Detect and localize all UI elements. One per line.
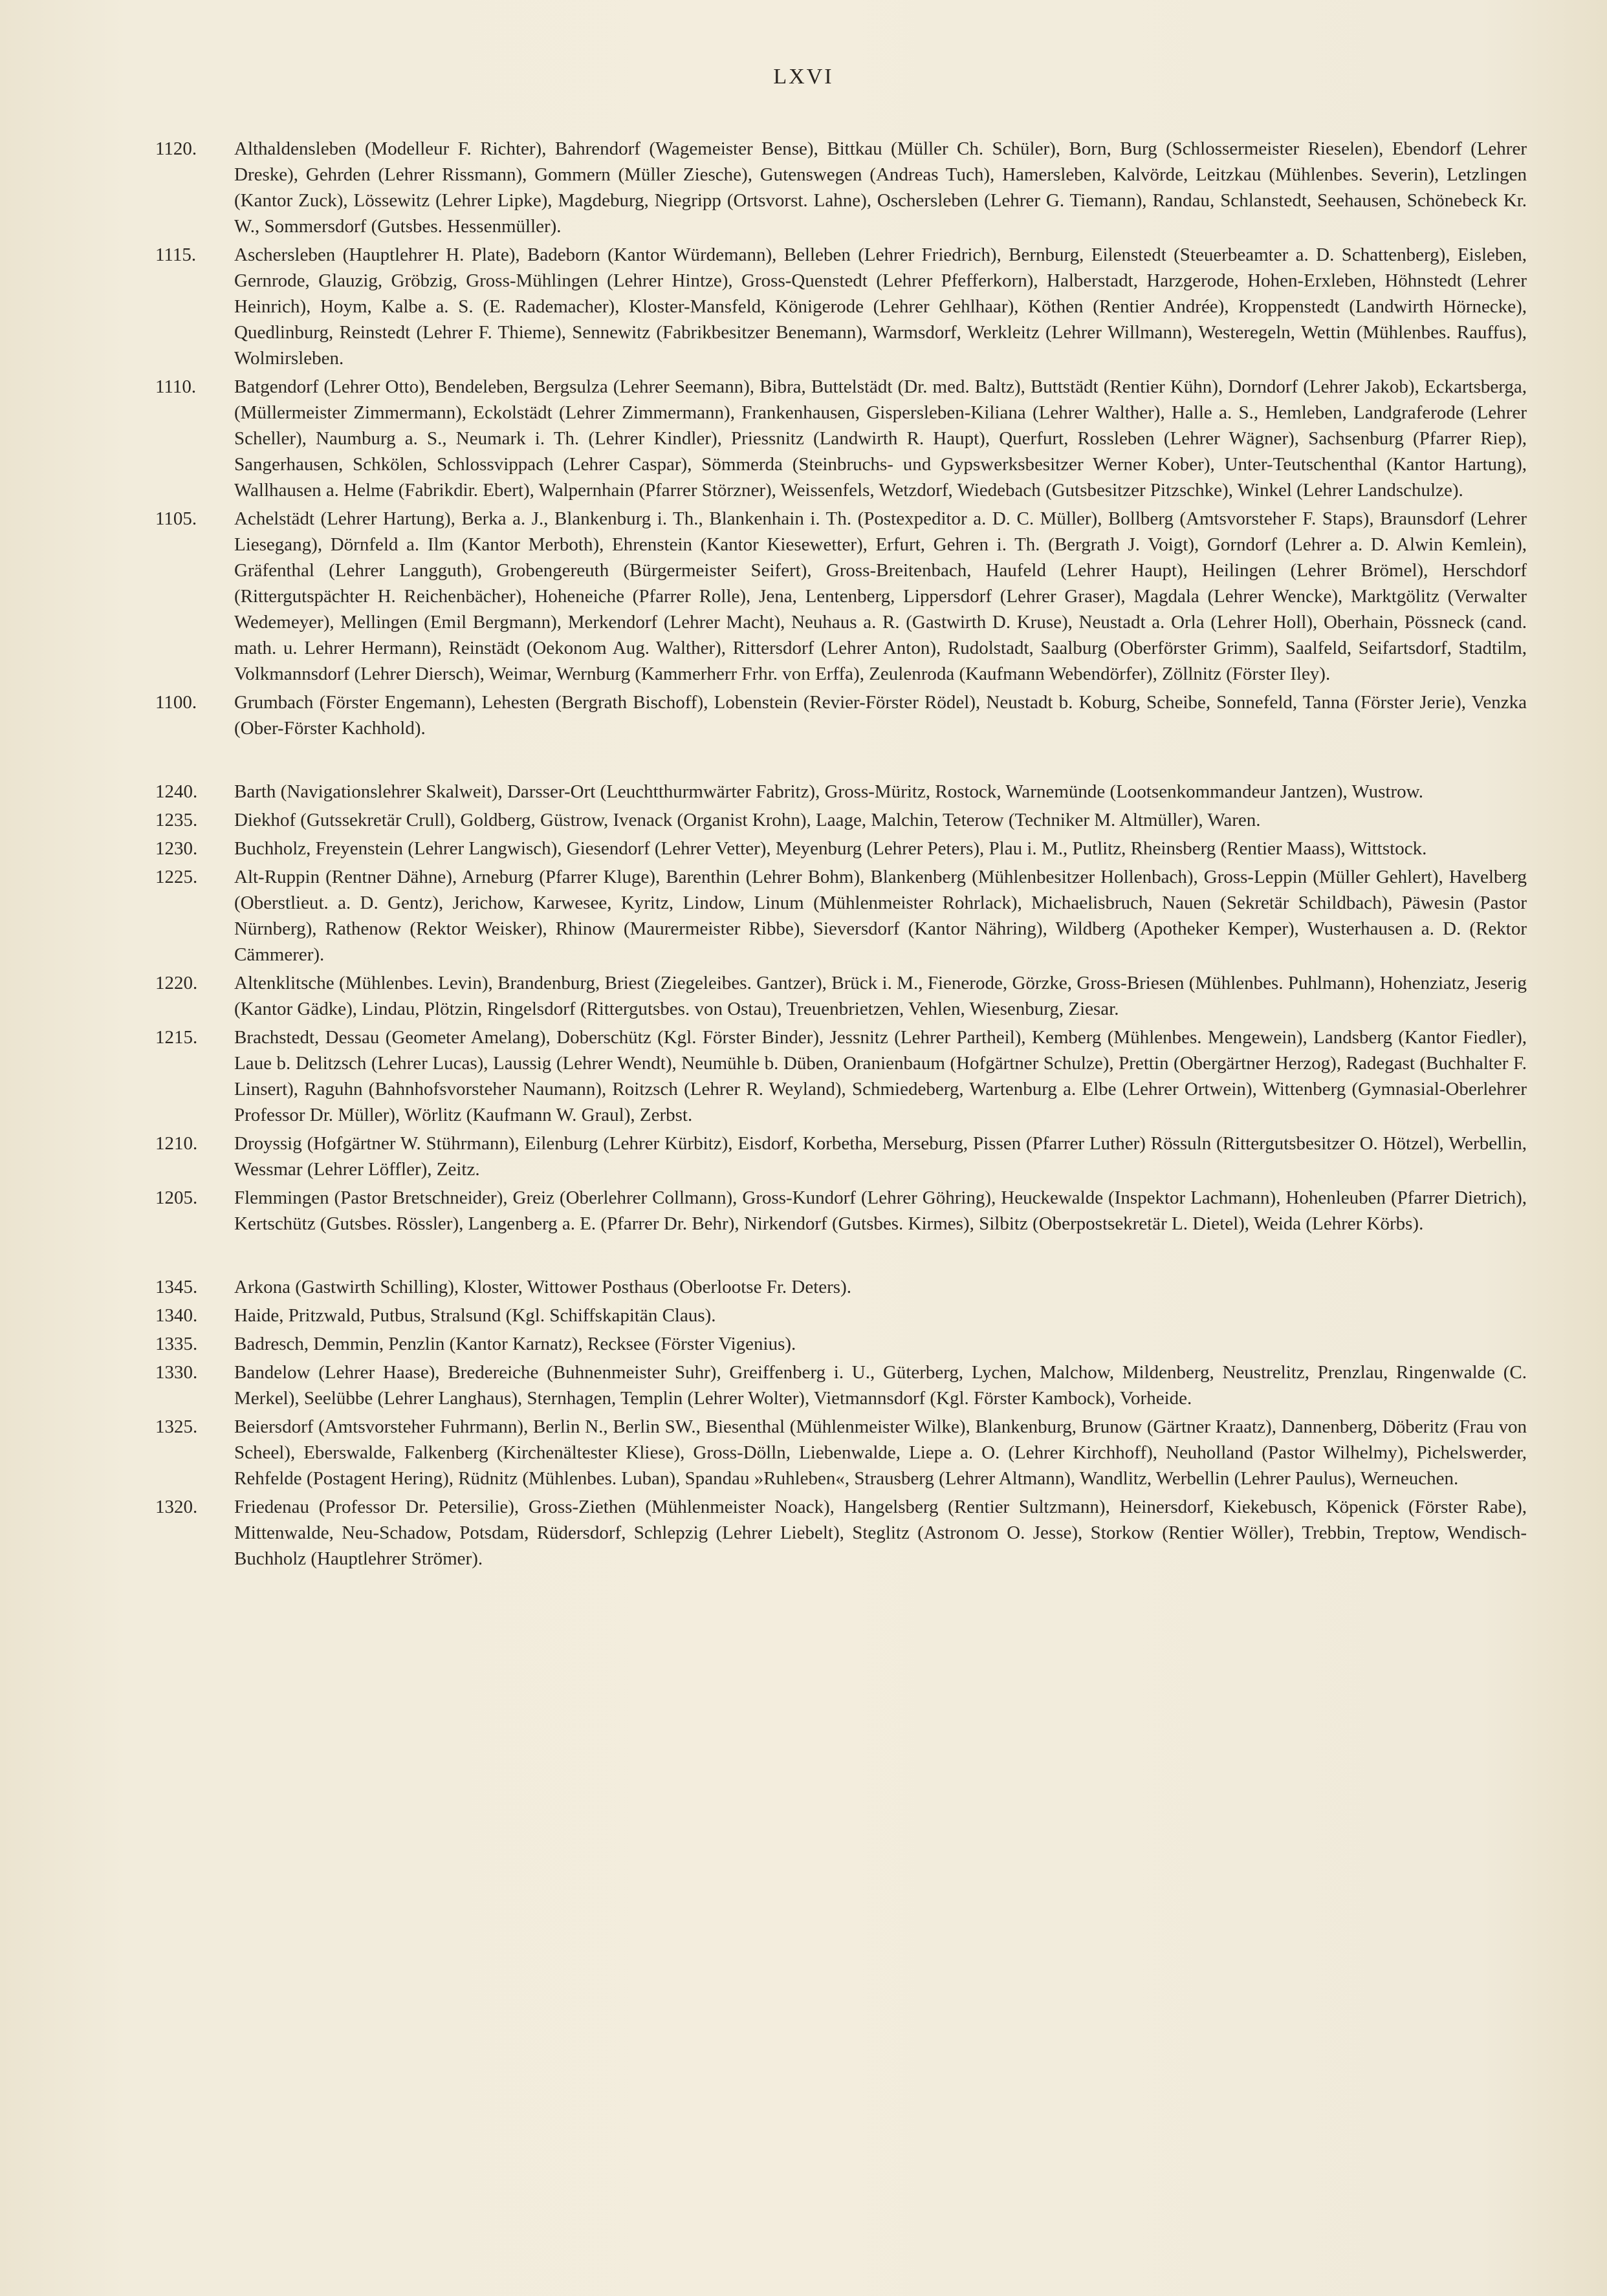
list-item xyxy=(155,374,1527,503)
list-item xyxy=(155,1494,1527,1572)
entry-text: Achelstädt (Lehrer Hartung), Berka a. J., Blankenburg i. Th., Blankenhain i. Th. (Postexpeditor a. D. C. Müller), Bollberg (Amtsvorsteher F. Staps), Braunsdorf (Lehrer Liesegang), Dörnfeld a. Ilm (Kantor Merboth), Ehrenstein (Kantor Kiesewetter), Erfurt, Gehren i. Th. (Bergrath J. Voigt), Gorndorf (Lehrer a. D. Alwin Kemlein), Gräfenthal (Lehrer Langguth), Grobengereuth (Bürgermeister Seifert), Gross-Breitenbach, Haufeld (Lehrer Haupt), Heilingen (Lehrer Brömel), Herschdorf (Rittergutspächter H. Reichenbächer), Hoheneiche (Pfarrer Rolle), Jena, Lentenberg, Lippersdorf (Lehrer Graser), Magdala (Lehrer Wencke), Marktgölitz (Verwalter Wedemeyer), Mellingen (Emil Bergmann), Merkendorf (Lehrer Macht), Neuhaus a. R. (Gastwirth D. Kruse), Neustadt a. Orla (Lehrer Holl), Oberhain, Pössneck (cand. math. u. Lehrer Hermann), Reinstädt (Oekonom Aug. Walther), Rittersdorf (Lehrer Anton), Rudolstadt, Saalburg (Oberförster Grimm), Saalfeld, Seifartsdorf, Stadtilm, Volkmannsdorf (Lehrer Diersch), Weimar, Wernburg (Kammerherr Frhr. von Erffa), Zeulenroda (Kaufmann Webendörfer), Zöllnitz (Förster Iley). xyxy=(234,508,1527,684)
entry-number: 1105. xyxy=(155,508,197,529)
entry-text: Barth (Navigationslehrer Skalweit), Darsser-Ort (Leuchtthurmwärter Fabritz), Gross-Müritz, Rostock, Warnemünde (Lootsenkommandeur Jantzen), Wustrow. xyxy=(234,781,1423,802)
section xyxy=(155,136,1527,741)
list-item xyxy=(155,1303,1527,1328)
entry-number: 1240. xyxy=(155,781,198,802)
entry-text: Badresch, Demmin, Penzlin (Kantor Karnatz), Recksee (Förster Vigenius). xyxy=(234,1334,796,1354)
entry-number: 1120. xyxy=(155,138,197,159)
entry-text: Althaldensleben (Modelleur F. Richter), Bahrendorf (Wagemeister Bense), Bittkau (Müller Ch. Schüler), Born, Burg (Schlossermeister Rieselen), Ebendorf (Lehrer Dreske), Gehrden (Lehrer Rissmann), Gommern (Müller Ziesche), Gutenswegen (Andreas Tuch), Hamersleben, Kalvörde, Leitzkau (Mühlenbes. Severin), Letzlingen (Kantor Zuck), Lössewitz (Lehrer Lipke), Magdeburg, Niegripp (Ortsvorst. Lahne), Oschersleben (Lehrer G. Tiemann), Randau, Schlanstedt, Seehausen, Schönebeck Kr. W., Sommersdorf (Gutsbes. Hessenmüller). xyxy=(234,138,1527,237)
list-item xyxy=(155,1331,1527,1357)
section xyxy=(155,779,1527,1237)
list-item xyxy=(155,864,1527,968)
entry-text: Arkona (Gastwirth Schilling), Kloster, Wittower Posthaus (Oberlootse Fr. Deters). xyxy=(234,1277,851,1297)
list-item xyxy=(155,779,1527,805)
entry-text: Buchholz, Freyenstein (Lehrer Langwisch), Giesendorf (Lehrer Vetter), Meyenburg (Lehrer Peters), Plau i. M., Putlitz, Rheinsberg (Rentier Maass), Wittstock. xyxy=(234,838,1427,859)
entry-text: Batgendorf (Lehrer Otto), Bendeleben, Bergsulza (Lehrer Seemann), Bibra, Buttelstädt (Dr. med. Baltz), Buttstädt (Rentier Kühn), Dorndorf (Lehrer Jakob), Eckartsberga, (Müllermeister Zimmermann), Eckolstädt (Lehrer Zimmermann), Frankenhausen, Gispersleben-Kiliana (Lehrer Walther), Halle a. S., Hemleben, Landgraferode (Lehrer Scheller), Naumburg a. S., Neumark i. Th. (Lehrer Kindler), Priessnitz (Landwirth R. Haupt), Querfurt, Rossleben (Lehrer Wägner), Sachsenburg (Pfarrer Riep), Sangerhausen, Schkölen, Schlossvippach (Lehrer Caspar), Sömmerda (Steinbruchs- und Gypswerksbesitzer Werner Kober), Unter-Teutschenthal (Kantor Hartung), Wallhausen a. Helme (Fabrikdir. Ebert), Walpernhain (Pfarrer Störzner), Weissenfels, Wetzdorf, Wiedebach (Gutsbesitzer Pitzschke), Winkel (Lehrer Landschulze). xyxy=(234,376,1527,501)
list-item xyxy=(155,1185,1527,1237)
entry-number: 1335. xyxy=(155,1334,198,1354)
entry-text: Haide, Pritzwald, Putbus, Stralsund (Kgl. Schiffskapitän Claus). xyxy=(234,1305,716,1326)
entry-number: 1210. xyxy=(155,1133,198,1154)
list-item xyxy=(155,506,1527,687)
entry-text: Droyssig (Hofgärtner W. Stührmann), Eilenburg (Lehrer Kürbitz), Eisdorf, Korbetha, Merseburg, Pissen (Pfarrer Luther) Rössuln (Rittergutsbesitzer O. Hötzel), Werbellin, Wessmar (Lehrer Löffler), Zeitz. xyxy=(234,1133,1527,1180)
entry-number: 1345. xyxy=(155,1277,198,1297)
list-item xyxy=(155,689,1527,741)
entry-number: 1320. xyxy=(155,1497,198,1517)
list-item xyxy=(155,807,1527,833)
page-number: LXVI xyxy=(773,65,834,89)
entry-text: Diekhof (Gutssekretär Crull), Goldberg, Güstrow, Ivenack (Organist Krohn), Laage, Malchin, Teterow (Techniker M. Altmüller), Waren. xyxy=(234,810,1261,830)
list-item xyxy=(155,1274,1527,1300)
entry-number: 1115. xyxy=(155,244,197,265)
entry-number: 1100. xyxy=(155,692,197,713)
entry-number: 1220. xyxy=(155,973,198,993)
entry-number: 1205. xyxy=(155,1187,198,1208)
list-item xyxy=(155,1024,1527,1128)
entry-text: Altenklitsche (Mühlenbes. Levin), Brandenburg, Briest (Ziegeleibes. Gantzer), Brück i. M., Fienerode, Görzke, Gross-Briesen (Mühlenbes. Puhlmann), Hohenziatz, Jeserig (Kantor Gädke), Lindau, Plötzin, Ringelsdorf (Rittergutsbes. von Ostau), Treuenbrietzen, Vehlen, Wiesenburg, Ziesar. xyxy=(234,973,1527,1019)
entry-number: 1325. xyxy=(155,1416,198,1437)
entry-number: 1215. xyxy=(155,1027,198,1048)
entry-text: Aschersleben (Hauptlehrer H. Plate), Badeborn (Kantor Würdemann), Belleben (Lehrer Friedrich), Bernburg, Eilenstedt (Steuerbeamter a. D. Schattenberg), Eisleben, Gernrode, Glauzig, Gröbzig, Gross-Mühlingen (Lehrer Hintze), Gross-Quenstedt (Lehrer Pfefferkorn), Halberstadt, Harzgerode, Hohen-Erxleben, Höhnstedt (Lehrer Heinrich), Hoym, Kalbe a. S. (E. Rademacher), Kloster-Mansfeld, Königerode (Lehrer Gehlhaar), Köthen (Rentier Andrée), Kroppenstedt (Landwirth Hörnecke), Quedlinburg, Reinstedt (Lehrer F. Thieme), Sennewitz (Fabrikbesitzer Benemann), Warmsdorf, Werkleitz (Lehrer Willmann), Westeregeln, Wettin (Mühlenbes. Rauffus), Wolmirsleben. xyxy=(234,244,1527,369)
list-item xyxy=(155,136,1527,239)
list-item xyxy=(155,1131,1527,1182)
entry-number: 1330. xyxy=(155,1362,198,1383)
list-item xyxy=(155,836,1527,861)
entry-text: Friedenau (Professor Dr. Petersilie), Gross-Ziethen (Mühlenmeister Noack), Hangelsberg (Rentier Sultzmann), Heinersdorf, Kiekebusch, Köpenick (Förster Rabe), Mittenwalde, Neu-Schadow, Potsdam, Rüdersdorf, Schlepzig (Lehrer Liebelt), Steglitz (Astronom O. Jesse), Storkow (Rentier Wöller), Trebbin, Treptow, Wendisch-Buchholz (Hauptlehrer Strömer). xyxy=(234,1497,1527,1569)
entry-text: Flemmingen (Pastor Bretschneider), Greiz (Oberlehrer Collmann), Gross-Kundorf (Lehrer Göhring), Heuckewalde (Inspektor Lachmann), Hohenleuben (Pfarrer Dietrich), Kertschütz (Gutsbes. Rössler), Langenberg a. E. (Pfarrer Dr. Behr), Nirkendorf (Gutsbes. Kirmes), Silbitz (Oberpostsekretär L. Dietel), Weida (Lehrer Körbs). xyxy=(234,1187,1527,1234)
entry-text: Grumbach (Förster Engemann), Lehesten (Bergrath Bischoff), Lobenstein (Revier-Förster Rödel), Neustadt b. Koburg, Scheibe, Sonnefeld, Tanna (Förster Jerie), Venzka (Ober-Förster Kachhold). xyxy=(234,692,1527,739)
list-item xyxy=(155,242,1527,371)
list-item xyxy=(155,970,1527,1022)
entry-text: Alt-Ruppin (Rentner Dähne), Arneburg (Pfarrer Kluge), Barenthin (Lehrer Bohm), Blankenberg (Mühlenbesitzer Hollenbach), Gross-Leppin (Müller Gehlert), Havelberg (Oberstlieut. a. D. Gentz), Jerichow, Karwesee, Kyritz, Lindow, Linum (Mühlenmeister Rohrlack), Michaelisbruch, Nauen (Sekretär Schildbach), Päwesin (Pastor Nürnberg), Rathenow (Rektor Weisker), Rhinow (Maurermeister Ribbe), Sieversdorf (Kantor Nähring), Wildberg (Apotheker Kemper), Wusterhausen a. D. (Rektor Cämmerer). xyxy=(234,867,1527,965)
entry-number: 1235. xyxy=(155,810,198,830)
entries-list xyxy=(155,136,1527,1609)
entry-number: 1340. xyxy=(155,1305,198,1326)
list-item xyxy=(155,1414,1527,1491)
entry-text: Bandelow (Lehrer Haase), Bredereiche (Buhnenmeister Suhr), Greiffenberg i. U., Güterberg, Lychen, Malchow, Mildenberg, Neustrelitz, Prenzlau, Ringenwalde (C. Merkel), Seelübbe (Lehrer Langhaus), Sternhagen, Templin (Lehrer Wolter), Vietmannsdorf (Kgl. Förster Kambock), Vorheide. xyxy=(234,1362,1527,1409)
entry-number: 1110. xyxy=(155,376,197,397)
section xyxy=(155,1274,1527,1572)
list-item xyxy=(155,1359,1527,1411)
entry-text: Brachstedt, Dessau (Geometer Amelang), Doberschütz (Kgl. Förster Binder), Jessnitz (Lehrer Partheil), Kemberg (Mühlenbes. Mengewein), Landsberg (Kantor Fiedler), Laue b. Delitzsch (Lehrer Lucas), Laussig (Lehrer Wendt), Neumühle b. Düben, Oranienbaum (Hofgärtner Schulze), Prettin (Obergärtner Herzog), Radegast (Buchhalter F. Linsert), Raguhn (Bahnhofsvorsteher Naumann), Roitzsch (Lehrer R. Weyland), Schmiedeberg, Wartenburg a. Elbe (Lehrer Ortwein), Wittenberg (Gymnasial-Oberlehrer Professor Dr. Müller), Wörlitz (Kaufmann W. Graul), Zerbst. xyxy=(234,1027,1527,1125)
entry-number: 1225. xyxy=(155,867,198,887)
entry-number: 1230. xyxy=(155,838,198,859)
entry-text: Beiersdorf (Amtsvorsteher Fuhrmann), Berlin N., Berlin SW., Biesenthal (Mühlenmeister Wilke), Blankenburg, Brunow (Gärtner Kraatz), Dannenberg, Döberitz (Frau von Scheel), Eberswalde, Falkenberg (Kirchenältester Kliese), Gross-Dölln, Liebenwalde, Liepe a. O. (Lehrer Kirchhoff), Neuholland (Pastor Wilhelmy), Pichelswerder, Rehfelde (Postagent Hering), Rüdnitz (Mühlenbes. Luban), Spandau »Ruhleben«, Strausberg (Lehrer Altmann), Wandlitz, Werbellin (Lehrer Paulus), Werneuchen. xyxy=(234,1416,1527,1489)
